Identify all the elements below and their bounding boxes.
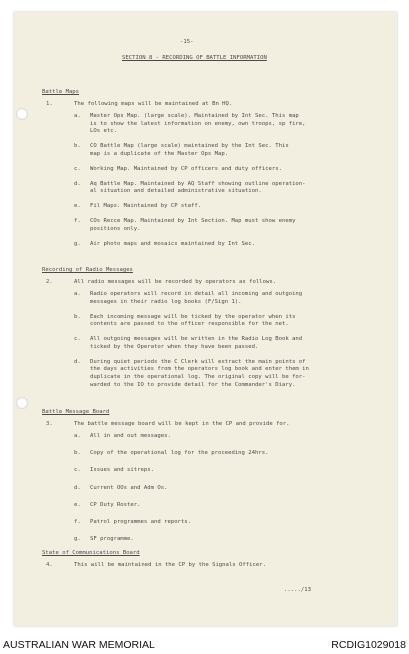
paragraph-intro: All radio messages will be recorded by operators as follows. <box>74 279 277 285</box>
punch-hole <box>16 397 28 409</box>
item-text-line: Issues and sitreps. <box>90 467 154 474</box>
item-text-line: Master Ops Map. (large scale). Maintained by Int Sec. This map <box>90 113 299 119</box>
item-text-line: CP Duty Roster. <box>90 501 141 508</box>
item-text-line: Each incoming message will be ticked by the operator when its <box>90 313 296 320</box>
item-text-line: contents are passed to the officer responsible for the net. <box>90 321 289 328</box>
section-heading: Battle Maps <box>42 89 80 95</box>
item-text-line: Patrol programmes and reports. <box>90 519 192 525</box>
paragraph-intro: The battle message board will be kept in the CP and provide for. <box>74 421 290 427</box>
paragraph-intro: This will be maintained in the CP by the Signals Officer. <box>74 562 266 568</box>
item-text-line: warded to the IO to provide detail for the Commander's Diary. <box>90 381 296 388</box>
item-letter: g. <box>74 241 81 247</box>
item-text-line: SF programme. <box>90 536 134 543</box>
page-number: -15- <box>180 39 194 45</box>
item-letter: b. <box>74 313 81 320</box>
item-text-line: positions only. <box>90 226 141 232</box>
item-text-line: Copy of the operational log for the proceeding 24hrs. <box>90 450 269 457</box>
item-text-line: During quiet periods the C Clerk will extract the main points of <box>90 358 306 365</box>
continuation-marker: ...../13 <box>284 587 311 593</box>
section-heading: Battle Message Board <box>42 409 110 415</box>
item-letter: a. <box>74 433 81 439</box>
paragraph-number: 3. <box>46 421 53 427</box>
paragraph-number: 4. <box>46 562 53 568</box>
item-letter: c. <box>74 336 81 343</box>
paragraph-number: 2. <box>46 279 53 285</box>
archive-footer <box>0 636 409 654</box>
item-text-line: al situation and detailed administrative situation. <box>90 188 262 195</box>
item-letter: f. <box>74 519 81 525</box>
item-letter: b. <box>74 143 81 150</box>
item-text-line: Current OOs and Adm Os. <box>90 484 168 491</box>
item-text-line: LOs etc. <box>90 128 117 135</box>
section-heading: State of Communications Board <box>42 550 140 556</box>
item-text-line: messages in their radio log books (F/Sign 1). <box>90 298 242 305</box>
item-text-line: Working Map. Maintained by CP officers and duty officers. <box>90 165 282 172</box>
item-text-line: All in and out messages. <box>90 433 171 439</box>
item-letter: d. <box>74 358 81 365</box>
item-letter: e. <box>74 203 81 210</box>
item-text-line: Air photo maps and mosaics maintained by Int Sec. <box>90 241 256 247</box>
item-letter: a. <box>74 113 81 119</box>
item-text-line: CO Battle Map (large scale) maintained by the Int Sec. This <box>90 143 289 150</box>
item-letter: c. <box>74 165 81 172</box>
footer-institution: AUSTRALIAN WAR MEMORIAL <box>3 639 155 651</box>
item-text-line: All outgoing messages will be written in the Radio Log Book and <box>90 336 303 343</box>
item-text-line: Radio operators will record in detail all incoming and outgoing <box>90 291 303 297</box>
document-page <box>14 12 397 626</box>
item-letter: e. <box>74 501 81 508</box>
item-letter: f. <box>74 218 81 225</box>
section-heading: Recording of Radio Messages <box>42 267 133 273</box>
punch-hole <box>16 108 28 120</box>
item-letter: d. <box>74 484 81 491</box>
item-text-line: the days activities from the operators log book and enter them in <box>90 366 309 373</box>
item-text-line: Aq Battle Map. Maintained by AQ Staff showing outline operation- <box>90 180 306 187</box>
item-letter: a. <box>74 291 81 297</box>
section-title: SECTION 8 - RECORDING OF BATTLE INFORMATION <box>122 55 267 61</box>
item-letter: g. <box>74 536 81 543</box>
item-letter: d. <box>74 180 81 187</box>
item-text-line: Fil Maps. Maintained by CP staff. <box>90 203 202 210</box>
item-text-line: duplicate in the operational log. The original copy will be for- <box>90 374 306 380</box>
paragraph-number: 1. <box>46 101 53 107</box>
item-letter: c. <box>74 467 81 474</box>
item-text-line: COs Recce Map. Maintained by Int Section. Map must show enemy <box>90 218 296 225</box>
item-letter: b. <box>74 450 81 457</box>
item-text-line: map is a duplicate of the Master Ops Map. <box>90 150 229 157</box>
paragraph-intro: The following maps will be maintained at Bn HQ. <box>74 101 233 107</box>
item-text-line: ticked by the Operator when they have been passed. <box>90 343 259 350</box>
item-text-line: is to show the latest information on enemy, own troops, sp fire, <box>90 120 306 127</box>
footer-document-id: RCDIG1029018 <box>331 639 406 651</box>
